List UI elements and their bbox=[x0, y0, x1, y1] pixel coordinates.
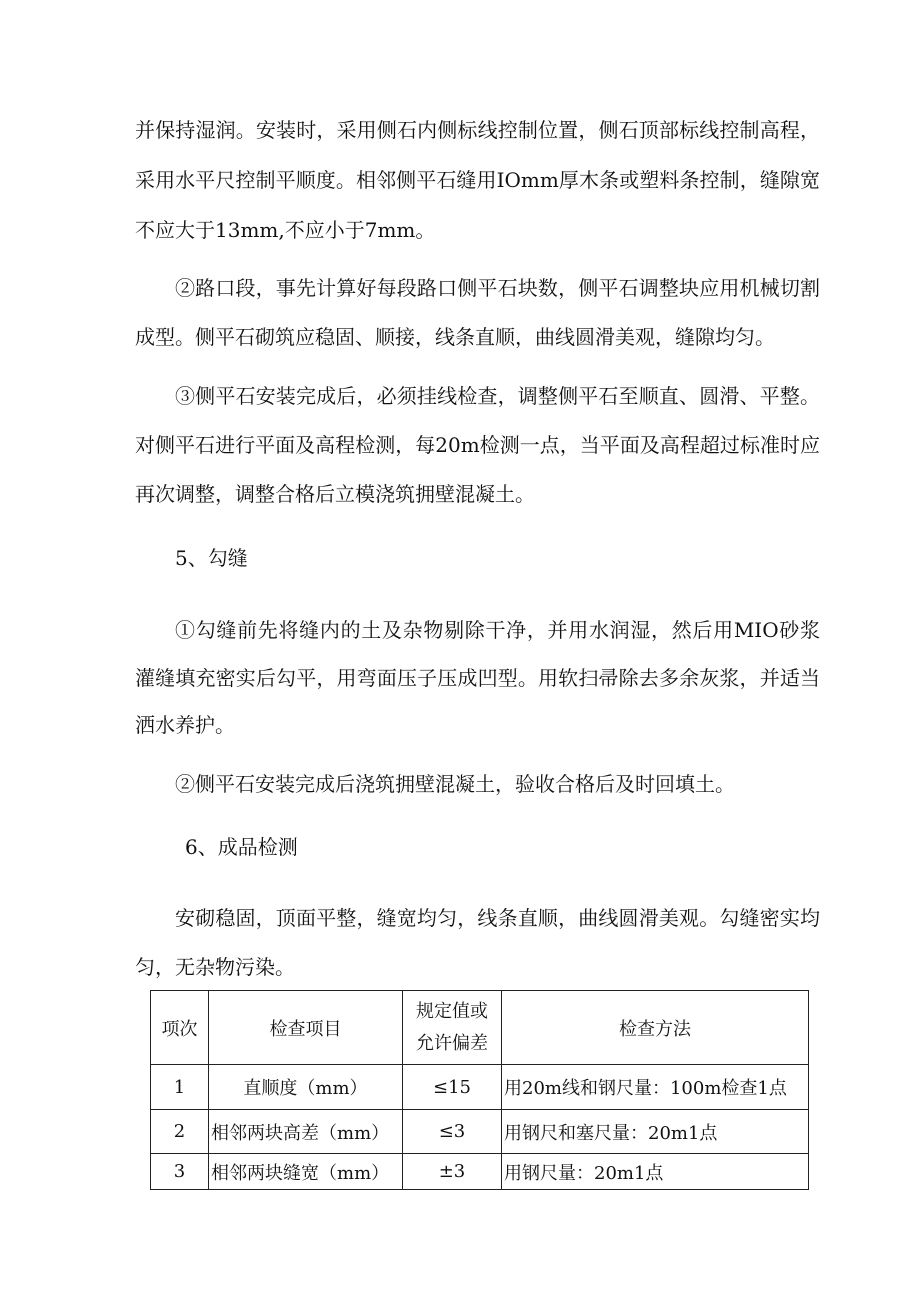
p3-line-3: 再次调整，调整合格后立模浇筑拥壁混凝土。 bbox=[135, 482, 535, 506]
cell-tolerance: ±3 bbox=[403, 1154, 502, 1190]
cell-tolerance: ≤15 bbox=[403, 1065, 502, 1110]
p4-line-2: 灌缝填充密实后勾平，用弯面压子压成凹型。用软扫帚除去多余灰浆，并适当 bbox=[135, 666, 820, 690]
cell-check-item: 相邻两块缝宽（mm） bbox=[209, 1154, 403, 1190]
section-heading-5: 5、勾缝 bbox=[175, 546, 248, 570]
header-method: 检查方法 bbox=[502, 991, 809, 1065]
p2-line-2: 成型。侧平石砌筑应稳固、顺接，线条直顺，曲线圆滑美观，缝隙均匀。 bbox=[135, 325, 775, 349]
section-heading-6: 6、成品检测 bbox=[185, 835, 298, 859]
p4-line-3: 洒水养护。 bbox=[135, 713, 235, 737]
p3-line-1: ③侧平石安装完成后，必须挂线检查，调整侧平石至顺直、圆滑、平整。 bbox=[175, 384, 820, 408]
cell-item-no: 3 bbox=[151, 1154, 209, 1190]
p1-line-2: 采用水平尺控制平顺度。相邻侧平石缝用IOmm厚木条或塑料条控制，缝隙宽 bbox=[135, 168, 820, 192]
header-check-item: 检查项目 bbox=[209, 991, 403, 1065]
table-row bbox=[151, 1065, 809, 1110]
p6-line-1: 安砌稳固，顶面平整，缝宽均匀，线条直顺，曲线圆滑美观。勾缝密实均 bbox=[175, 906, 820, 930]
p1-line-3: 不应大于13mm,不应小于7mm。 bbox=[135, 218, 436, 242]
cell-check-item: 直顺度（mm） bbox=[209, 1065, 403, 1110]
p5-line-1: ②侧平石安装完成后浇筑拥壁混凝土，验收合格后及时回填土。 bbox=[175, 772, 735, 796]
header-tolerance: 规定值或 允许偏差 bbox=[403, 991, 502, 1065]
inspection-table bbox=[150, 990, 809, 1190]
p2-line-1: ②路口段，事先计算好每段路口侧平石块数，侧平石调整块应用机械切割 bbox=[175, 276, 820, 300]
p3-line-2: 对侧平石进行平面及高程检测，每20m检测一点，当平面及高程超过标准时应 bbox=[135, 433, 820, 457]
cell-item-no: 2 bbox=[151, 1110, 209, 1154]
cell-check-item: 相邻两块高差（mm） bbox=[209, 1110, 403, 1154]
p1-line-1: 并保持湿润。安装时，采用侧石内侧标线控制位置，侧石顶部标线控制高程， bbox=[135, 118, 820, 142]
cell-method: 用钢尺量：20m1点 bbox=[502, 1154, 809, 1190]
table-header-row bbox=[151, 991, 809, 1065]
p4-line-1: ①勾缝前先将缝内的土及杂物剔除干净，并用水润湿，然后用MIO砂浆 bbox=[175, 618, 820, 642]
table-row bbox=[151, 1154, 809, 1190]
header-item-no: 项次 bbox=[151, 991, 209, 1065]
table-row bbox=[151, 1110, 809, 1154]
cell-item-no: 1 bbox=[151, 1065, 209, 1110]
p6-line-2: 匀，无杂物污染。 bbox=[135, 955, 295, 979]
cell-method: 用钢尺和塞尺量：20m1点 bbox=[502, 1110, 809, 1154]
cell-tolerance: ≤3 bbox=[403, 1110, 502, 1154]
cell-method: 用20m线和钢尺量：100m检查1点 bbox=[502, 1065, 809, 1110]
